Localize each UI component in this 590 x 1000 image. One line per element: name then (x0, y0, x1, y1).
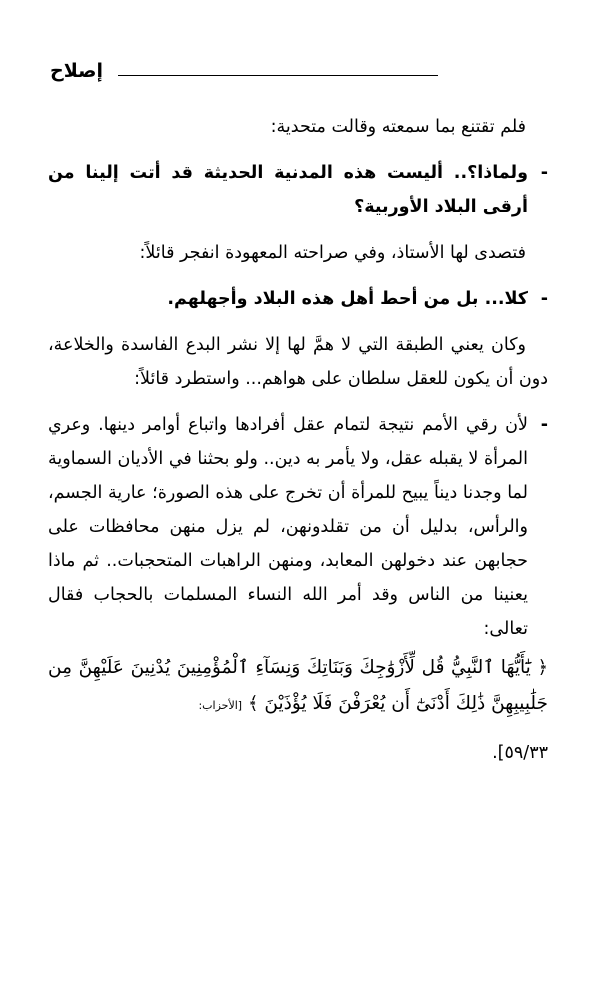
dialog-text: لأن رقي الأمم نتيجة لتمام عقل أفرادها واتباع أوامر دينها. وعري المرأة لا يقبله عقل، ولا يأمر به دين.. ولو بحثنا في الأديان السماوية لما وجدنا ديناً يبيح للمرأة أن تخرج على هذه الصورة؛ عارية الجسم، والرأس، بدليل أن من تقلدونهن، لم يزل منهن محافظات على حجابهن عند دخولهن المعابد، ومنهن الراهبات المتحجبات.. ثم ماذا يعنينا من الناس وقد أمر الله النساء المسلمات بالحجاب فقال تعالى: (48, 415, 528, 639)
verse-reference: [الأحزاب: (198, 699, 243, 712)
dialog-dash: - (540, 289, 548, 309)
dialog-dash: - (540, 415, 548, 435)
dialog-line-1 (48, 156, 548, 224)
dialog-line-3 (48, 408, 548, 646)
quran-verse (48, 650, 548, 724)
paragraph-1: فلم تقتنع بما سمعته وقالت متحدية: (270, 117, 526, 137)
dialog-text: ولماذا؟.. أليست هذه المدنية الحديثة قد أتت إلينا من أرقى البلاد الأوربية؟ (48, 163, 528, 217)
page-body (48, 110, 548, 782)
dialog-text: كلا... بل من أحط أهل هذه البلاد وأجهلهم. (167, 289, 528, 309)
dialog-dash: - (540, 163, 548, 183)
dialog-line-2 (48, 282, 548, 316)
header-rule (118, 75, 438, 76)
verse-text: يَٰٓأَيُّهَا ٱلنَّبِيُّ قُل لِّأَزْوَٰجِكَ وَبَنَاتِكَ وَنِسَآءِ ٱلْمُؤْمِنِينَ يُدْنِينَ عَلَيْهِنَّ مِن جَلَٰبِيبِهِنَّ ذَٰلِكَ أَدْنَىٰٓ أَن يُعْرَفْنَ فَلَا يُؤْذَيْنَ (48, 657, 548, 714)
ornate-bracket-close: ﴾ (247, 693, 259, 714)
ornate-bracket-open: ﴿ (537, 657, 548, 678)
page-title: إصلاح (50, 60, 103, 82)
paragraph-5: وكان يعني الطبقة التي لا همَّ لها إلا نشر البدع الفاسدة والخلاعة، دون أن يكون للعقل سلطان على هواهم... واستطرد قائلاً: (48, 335, 548, 389)
verse-reference-end: ٥٩/٣٣]. (492, 743, 548, 763)
paragraph-3: فتصدى لها الأستاذ، وفي صراحته المعهودة انفجر قائلاً: (139, 243, 526, 263)
